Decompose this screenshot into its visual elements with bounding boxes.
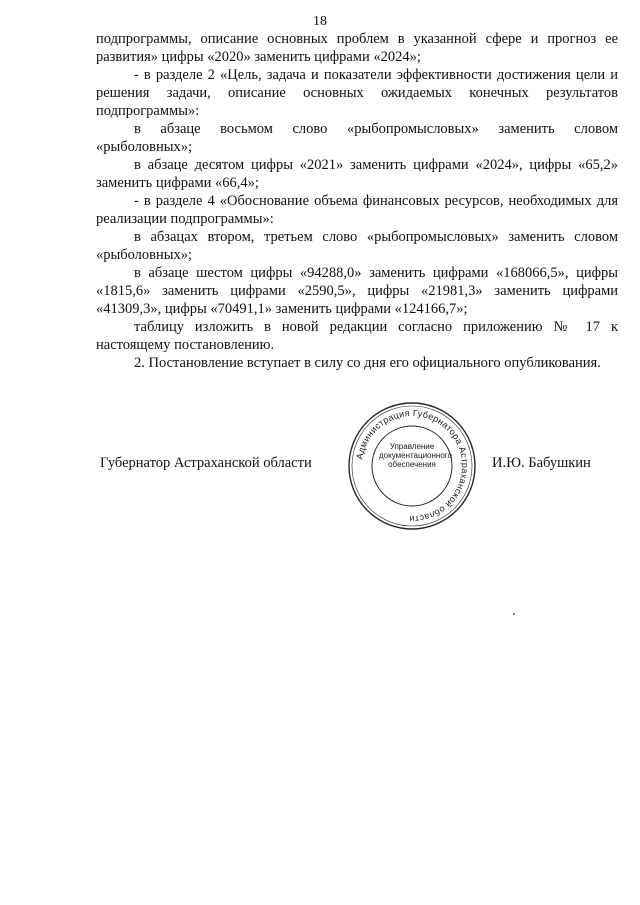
paragraph-5: - в разделе 4 «Обоснование объема финансовых ресурсов, необходимых для реализации подпрограммы»:	[96, 193, 618, 227]
paragraph-7: в абзаце шестом цифры «94288,0» заменить цифрами «168066,5», цифры «1815,6» заменить цифрами «2590,5», цифры «21981,3» заменить цифрами «41309,3», цифры «70491,1» заменить цифрами «124166,7»;	[96, 265, 618, 317]
signature-position: Губернатор Астраханской области	[100, 455, 312, 471]
paragraph-6: в абзацах втором, третьем слово «рыбопромысловых» заменить словом «рыболовных»;	[96, 229, 618, 263]
signature-name: И.Ю. Бабушкин	[492, 455, 591, 471]
scan-speck	[513, 613, 515, 615]
official-stamp	[346, 400, 478, 532]
stamp-line-3: обеспечения	[388, 460, 436, 469]
paragraph-4: в абзаце десятом цифры «2021» заменить цифрами «2024», цифры «65,2» заменить цифрами «66,4»;	[96, 157, 618, 191]
document-body	[96, 30, 618, 372]
paragraph-9: 2. Постановление вступает в силу со дня его официального опубликования.	[134, 355, 601, 371]
svg-text:Администрация Губернатора Астр: Администрация Губернатора Астраханской области	[354, 407, 471, 525]
page-number: 18	[313, 14, 327, 29]
paragraph-2: - в разделе 2 «Цель, задача и показатели эффективности достижения цели и решения задачи, описание основных ожидаемых конечных результатов подпрограммы»:	[96, 67, 618, 119]
paragraph-3: в абзаце восьмом слово «рыбопромысловых» заменить словом «рыболовных»;	[96, 121, 618, 155]
stamp-line-1: Управление	[389, 442, 435, 451]
stamp-line-2: документационного	[379, 451, 452, 460]
paragraph-8: таблицу изложить в новой редакции согласно приложению № 17 к настоящему постановлению.	[96, 319, 618, 353]
paragraph-1: подпрограммы, описание основных проблем в указанной сфере и прогноз ее развития» цифры «2020» заменить цифрами «2024»;	[96, 31, 618, 65]
stamp-center-text	[379, 442, 452, 469]
